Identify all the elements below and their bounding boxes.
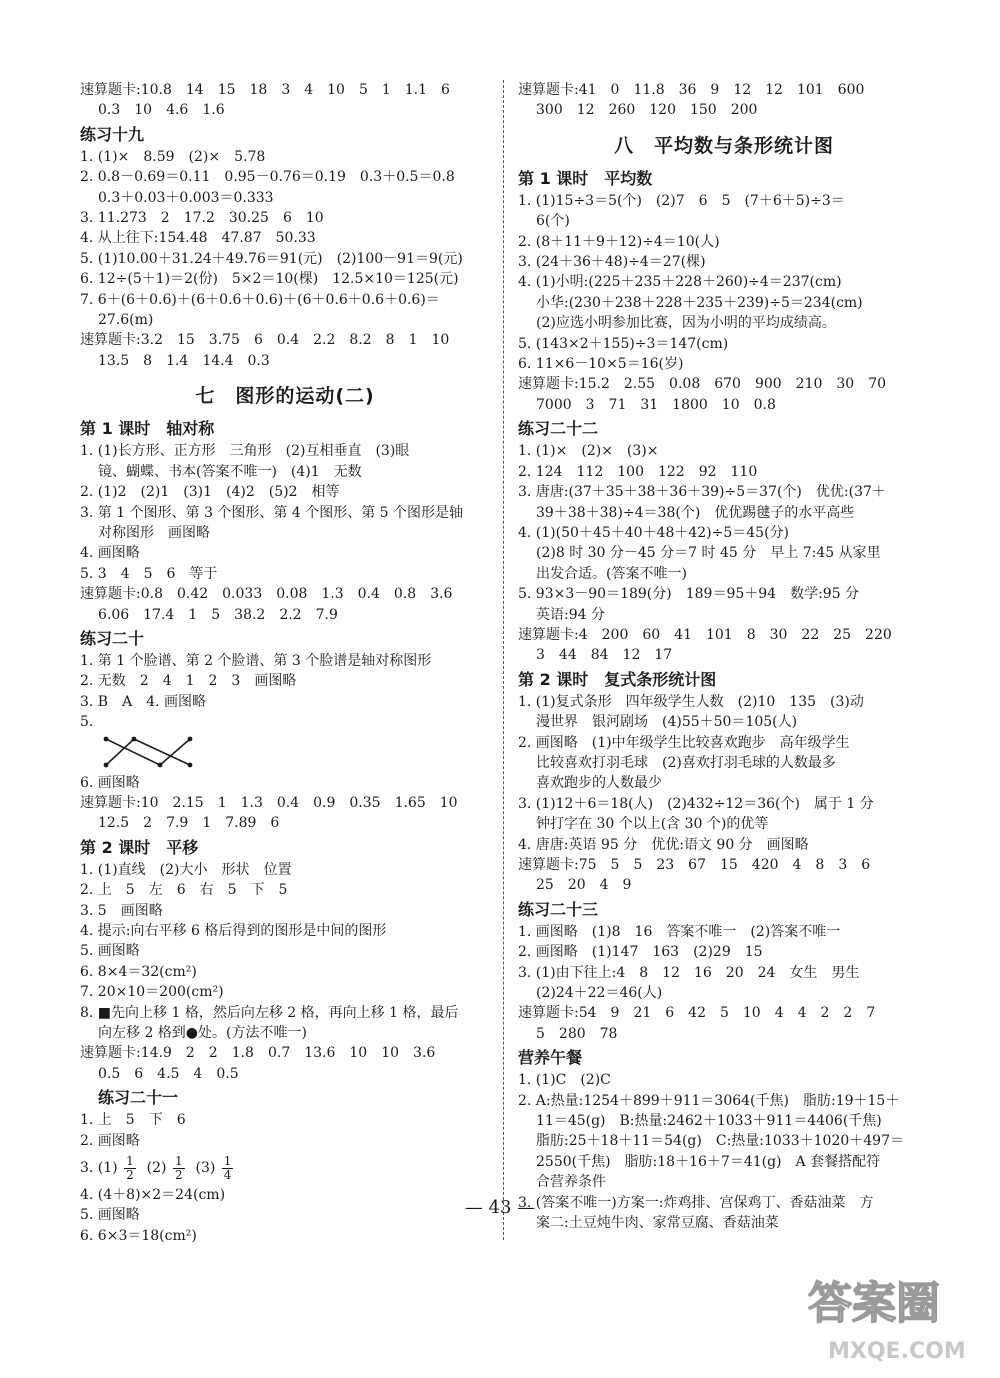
denominator: 2: [174, 1167, 183, 1182]
numerator: 1: [174, 1153, 183, 1168]
watermark-logo-text: 答案圈: [808, 1278, 940, 1329]
answer-line: 脂肪:25＋18＋11＝54(g) C:热量:1033＋1020＋497＝: [536, 1133, 904, 1150]
answer-line: 小华:(230＋238＋228＋235＋239)÷5＝234(cm): [536, 294, 863, 311]
speed-card-line: 0.5 6 4.5 4 0.5: [98, 1065, 239, 1082]
answer-line: 2. 0.8－0.69＝0.11 0.95－0.76＝0.19 0.3＋0.5＝0.8: [80, 169, 455, 186]
answer-line: 4. 提示:向右平移 6 格后得到的图形是中间的图形: [80, 923, 387, 939]
section-title-lesson-2: 第 2 课时 平移: [80, 837, 199, 857]
answer-line: 4. (1)小明:(225＋235＋228＋260)÷4＝237(cm): [518, 274, 842, 291]
speed-card-line: 13.5 8 1.4 14.4 0.3: [98, 352, 270, 369]
answer-line: 8. ■先向上移 1 格，然后向左移 2 格，再向上移 1 格，最后: [80, 1004, 459, 1021]
answer-line: 6. 11×6－10×5＝16(岁): [518, 356, 684, 373]
answer-line: 6. 6×3＝18(cm²): [80, 1227, 197, 1244]
speed-card-line: 0.3 10 4.6 1.6: [98, 102, 225, 119]
answer-line: 2. 画图略 (1)147 163 (2)29 15: [518, 944, 763, 961]
section-title-exercise-21: 练习二十一: [98, 1088, 179, 1108]
fraction: [173, 1155, 185, 1182]
numerator: 1: [126, 1153, 134, 1168]
denominator: 4: [223, 1167, 232, 1182]
answer-line: 2550(千焦) 脂肪:18＋16＋7＝41(g) A 套餐搭配符: [536, 1153, 881, 1170]
answer-line: 镜、蝴蝶、书本(答案不唯一) (4)1 无数: [98, 463, 362, 480]
section-title-lesson-1: 第 1 课时 轴对称: [80, 419, 215, 439]
answer-line: 1. 画图略 (1)8 16 答案不唯一 (2)答案不唯一: [518, 923, 841, 940]
section-title-lesson-2: 第 2 课时 复式条形统计图: [518, 669, 717, 689]
chapter-title-8: 八 平均数与条形统计图: [613, 134, 834, 157]
answer-line: 7. 6＋(6＋0.6)＋(6＋0.6＋0.6)＋(6＋0.6＋0.6＋0.6)＝: [80, 291, 440, 308]
answer-line-fractions: [80, 1151, 490, 1185]
section-title-exercise-22: 练习二十二: [518, 419, 599, 439]
speed-card-line: 6.06 17.4 1 5 38.2 2.2 7.9: [98, 606, 338, 623]
answer-line: 6. 12÷(5＋1)＝2(份) 5×2＝10(棵) 12.5×10＝125(元): [80, 271, 459, 288]
speed-card-line: 速算题卡:54 9 21 6 42 5 10 4 4 2 2 7: [518, 1005, 876, 1022]
speed-card-line: 速算题卡:41 0 11.8 36 9 12 12 101 600: [518, 82, 865, 98]
answer-line: 2. (8＋11＋9＋12)÷4＝10(人): [518, 233, 720, 250]
speed-card-line: 7000 3 71 31 1800 10 0.8: [536, 396, 776, 413]
speed-card-line: 3 44 84 12 17: [536, 647, 673, 664]
answer-line: 1. (1)× (2)× (3)×: [518, 443, 659, 460]
column-divider: [503, 80, 504, 1240]
answer-line: 英语:94 分: [536, 606, 605, 623]
answer-line: 对称图形 画图略: [98, 524, 210, 541]
answer-line: 4. 画图略: [80, 545, 140, 562]
watermark-logo: [800, 1266, 978, 1370]
answer-line: 4. 从上往下:154.48 47.87 50.33: [80, 230, 316, 247]
answer-line: 喜欢跑步的人数最少: [536, 775, 662, 792]
answer-text: (3): [195, 1160, 216, 1177]
answer-line: 3. (1)由下往上:4 8 12 16 20 24 女生 男生: [518, 964, 860, 981]
answer-line: 5. (143×2＋155)÷3＝147(cm): [518, 335, 729, 352]
answer-line: 3. 5 画图略: [80, 902, 163, 919]
section-title-lesson-1: 第 1 课时 平均数: [518, 168, 653, 188]
answer-line: 27.6(m): [98, 312, 154, 329]
answer-text: (2): [146, 1160, 167, 1177]
answer-line: 2. 124 112 100 122 92 110: [518, 463, 758, 480]
chapter-title-7: 七 图形的运动(二): [195, 385, 375, 408]
answer-line: 5. 画图略: [80, 1207, 140, 1224]
answer-line: 2. 无数 2 4 1 2 3 画图略: [80, 673, 297, 690]
crossing-lines-diagram: [102, 735, 198, 769]
answer-line: 2. 画图略: [80, 1132, 140, 1149]
answer-line: 4. (4＋8)×2＝24(cm): [80, 1187, 226, 1204]
answer-line: 1. (1)长方形、正方形 三角形 (2)互相垂直 (3)眼: [80, 443, 410, 460]
answer-line: (2)8 时 30 分－45 分＝7 时 45 分 早上 7:45 从家里: [536, 545, 881, 562]
answer-line: 7. 20×10＝200(cm²): [80, 984, 224, 1001]
speed-card-line: 速算题卡:15.2 2.55 0.08 670 900 210 30 70: [518, 376, 887, 393]
speed-card-line: 12.5 2 7.9 1 7.89 6: [98, 815, 280, 832]
answer-line: 钟打字在 30 个以上(含 30 个)的优等: [536, 816, 769, 833]
answer-line: 向左移 2 格到●处。(方法不唯一): [98, 1025, 307, 1042]
answer-line: 0.3＋0.03＋0.003＝0.333: [98, 189, 274, 206]
answer-line: 5. 93×3－90＝189(分) 189＝95＋94 数学:95 分: [518, 586, 860, 603]
section-title-exercise-19: 练习十九: [80, 124, 145, 144]
denominator: 2: [126, 1167, 134, 1182]
answer-line: 1. 上 5 下 6: [80, 1112, 186, 1129]
section-title-nutrition-lunch: 营养午餐: [518, 1048, 583, 1068]
answer-line: (2)24＋22＝46(人): [536, 985, 663, 1002]
answer-line: 出发合适。(答案不唯一): [536, 565, 687, 582]
section-title-exercise-20: 练习二十: [80, 628, 145, 648]
watermark-url: MXQE.COM: [828, 1339, 966, 1364]
right-column: [518, 80, 930, 1234]
speed-card-line: 速算题卡:0.8 0.42 0.033 0.08 1.3 0.4 0.8 3.6: [80, 586, 453, 603]
answer-line: 1. (1)15÷3＝5(个) (2)7 6 5 (7＋6＋5)÷3＝: [518, 192, 845, 209]
speed-card-line: 25 20 4 9: [536, 877, 632, 894]
speed-card-line: 速算题卡:10.8 14 15 18 3 4 10 5 1 1.1 6: [80, 82, 450, 98]
answer-line: 6(个): [536, 213, 570, 230]
speed-card-line: 速算题卡:4 200 60 41 101 8 30 22 25 220: [518, 626, 892, 643]
answer-line: 合营养条件: [536, 1174, 606, 1191]
speed-card-line: 5 280 78: [536, 1025, 618, 1042]
fraction: [222, 1155, 234, 1182]
speed-card-line: 300 12 260 120 150 200: [536, 102, 758, 119]
speed-card-line: 速算题卡:3.2 15 3.75 6 0.4 2.2 8.2 8 1 10: [80, 332, 450, 349]
answer-line: 11＝45(g) B:热量:2462＋1033＋911＝4406(千焦): [536, 1113, 882, 1130]
answer-line: 3. (24＋36＋48)÷4＝27(棵): [518, 254, 706, 271]
answer-line: 3. (答案不唯一)方案一:炸鸡排、宫保鸡丁、香菇油菜 方: [518, 1194, 874, 1211]
speed-card-line: 速算题卡:75 5 5 23 67 15 420 4 8 3 6: [518, 857, 871, 873]
page-number: — 43 —: [464, 1197, 536, 1218]
answer-line: 39＋38＋38)÷4＝38(个) 优优踢毽子的水平高些: [536, 504, 855, 521]
answer-line: 2. A:热量:1254＋899＋911＝3064(千焦) 脂肪:19＋15＋: [518, 1092, 900, 1109]
answer-text: 3. (1): [80, 1160, 118, 1177]
answer-line: 4. (1)(50＋45＋40＋48＋42)÷5＝45(分): [518, 524, 790, 541]
answer-line: 1. (1)复式条形 四年级学生人数 (2)10 135 (3)动: [518, 693, 864, 710]
answer-line: 1. (1)C (2)C: [518, 1072, 611, 1089]
answer-line: 3. B A 4. 画图略: [80, 693, 207, 710]
answer-line: 2. (1)2 (2)1 (3)1 (4)2 (5)2 相等: [80, 484, 340, 501]
answer-line: 3. 11.273 2 17.2 30.25 6 10: [80, 210, 324, 227]
answer-line: 比较喜欢打羽毛球 (2)喜欢打羽毛球的人数最多: [536, 754, 836, 771]
answer-line: 3. 唐唐:(37＋35＋38＋36＋39)÷5＝37(个) 优优:(37＋: [518, 484, 886, 501]
answer-line: 案二:土豆炖牛肉、家常豆腐、香菇油菜: [536, 1215, 779, 1232]
answer-line: 5. 3 4 5 6 等于: [80, 565, 218, 582]
answer-line: 5. 画图略: [80, 943, 140, 960]
speed-card-line: 速算题卡:10 2.15 1 1.3 0.4 0.9 0.35 1.65 10: [80, 794, 458, 811]
section-title-exercise-23: 练习二十三: [518, 899, 599, 919]
fraction: [124, 1155, 136, 1182]
answer-line: (2)应选小明参加比赛，因为小明的平均成绩高。: [536, 315, 836, 332]
answer-line: 5. (1)10.00＋31.24＋49.76＝91(元) (2)100－91＝9(元): [80, 250, 463, 267]
answer-line: 漫世界 银河剧场 (4)55＋50＝105(人): [536, 714, 798, 731]
left-column: [80, 80, 490, 1246]
answer-line: 3. 第 1 个图形、第 3 个图形、第 4 个图形、第 5 个图形是轴: [80, 504, 464, 521]
answer-line: 2. 画图略 (1)中年级学生比较喜欢跑步 高年级学生: [518, 734, 850, 751]
answer-line: 2. 上 5 左 6 右 5 下 5: [80, 882, 288, 899]
answer-line: 1. (1)直线 (2)大小 形状 位置: [80, 861, 292, 878]
answer-line: 3. (1)12＋6＝18(人) (2)432÷12＝36(个) 属于 1 分: [518, 795, 874, 812]
answer-line: 6. 8×4＝32(cm²): [80, 963, 197, 980]
speed-card-line: 速算题卡:14.9 2 2 1.8 0.7 13.6 10 10 3.6: [80, 1045, 436, 1062]
numerator: 1: [223, 1153, 232, 1168]
answer-line: 4. 唐唐:英语 95 分 优优:语文 90 分 画图略: [518, 836, 809, 853]
answer-line: 1. (1)× 8.59 (2)× 5.78: [80, 148, 266, 165]
answer-line: 1. 第 1 个脸谱、第 2 个脸谱、第 3 个脸谱是轴对称图形: [80, 652, 432, 669]
answer-line: 5.: [80, 714, 94, 731]
answer-line: 6. 画图略: [80, 774, 140, 791]
